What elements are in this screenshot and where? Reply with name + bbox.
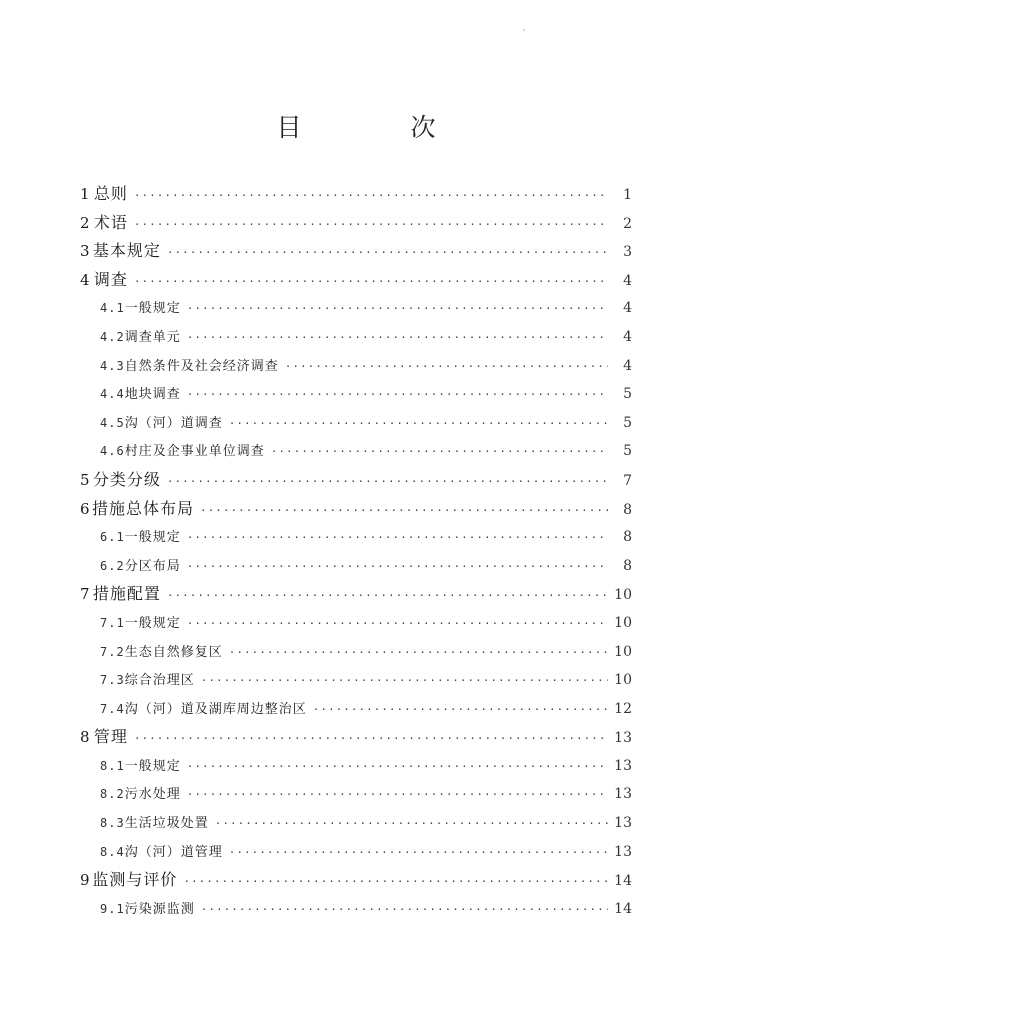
toc-entry-number: 9.1: [100, 901, 125, 916]
toc-entry-page-number: 1: [623, 187, 632, 203]
toc-entry-title: 生活垃圾处置: [124, 816, 209, 832]
toc-section-entry[interactable]: [80, 752, 632, 781]
toc-section-entry[interactable]: [80, 352, 632, 381]
scan-speck: [523, 29, 525, 31]
toc-entry-number: 7.1: [100, 615, 125, 630]
toc-entry-number: 4.6: [100, 444, 125, 459]
toc-entry-page-number: 4: [623, 300, 632, 317]
toc-entry-page-number: 14: [614, 873, 632, 890]
toc-entry-title: 一般规定: [124, 758, 181, 774]
dot-leader: [201, 667, 608, 695]
toc-section-entry[interactable]: [80, 780, 632, 809]
dot-leader: [200, 497, 608, 524]
toc-entry-number: 8.1: [100, 758, 125, 773]
toc-section-entry[interactable]: [80, 380, 632, 409]
toc-entry-title: 一般规定: [124, 615, 181, 631]
toc-entry-title: 污染源监测: [124, 901, 195, 917]
toc-chapter-entry[interactable]: [80, 237, 632, 266]
toc-section-entry[interactable]: [80, 323, 632, 352]
toc-chapter-entry[interactable]: [80, 180, 632, 209]
dot-leader: [229, 839, 608, 867]
toc-entry-page-number: 5: [623, 414, 632, 431]
toc-entry-page-number: 13: [614, 786, 632, 803]
toc-entry-number: 1: [80, 185, 90, 203]
toc-entry-page-number: 13: [614, 843, 632, 860]
toc-entry-page-number: 8: [623, 529, 632, 546]
toc-entry-page-number: 8: [623, 557, 632, 574]
toc-entry-number: 4.3: [100, 358, 125, 373]
dot-leader: [187, 553, 608, 581]
toc-entry-title: 分区布局: [124, 558, 181, 574]
toc-section-entry[interactable]: [80, 666, 632, 695]
toc-entry-title: 沟（河）道调查: [124, 415, 223, 431]
toc-section-entry[interactable]: [80, 695, 632, 724]
dot-leader: [229, 639, 608, 667]
dot-leader: [134, 725, 608, 752]
toc-entry-number: 4.2: [100, 329, 125, 344]
toc-entry-title: 污水处理: [124, 787, 181, 803]
dot-leader: [313, 696, 608, 724]
toc-entry-page-number: 8: [623, 501, 632, 518]
toc-chapter-entry[interactable]: [80, 466, 632, 495]
dot-leader: [187, 295, 608, 323]
toc-entry-number: 9: [80, 871, 90, 890]
toc-entry-page-number: 13: [614, 815, 632, 832]
toc-entry-number: 4: [80, 270, 90, 289]
toc-entry-page-number: 10: [614, 614, 632, 631]
toc-entry-number: 5: [80, 470, 90, 489]
toc-section-entry[interactable]: [80, 409, 632, 438]
toc-section-entry[interactable]: [80, 609, 632, 638]
toc-entry-number: 6: [80, 499, 90, 518]
toc-entry-number: 8: [80, 728, 90, 747]
toc-entry-title: 村庄及企事业单位调查: [124, 444, 265, 460]
toc-entry-page-number: 10: [614, 672, 632, 689]
dot-leader: [167, 468, 608, 495]
toc-chapter-entry[interactable]: [80, 580, 632, 609]
toc-chapter-entry[interactable]: [80, 266, 632, 295]
toc-entry-title: 管理: [93, 727, 128, 747]
toc-entry-number: 7.3: [100, 673, 125, 688]
dot-leader: [167, 582, 608, 609]
toc-entry-page-number: 14: [614, 900, 632, 917]
toc-entry-number: 4.4: [100, 387, 125, 402]
toc-entry-page-number: 5: [623, 443, 632, 460]
toc-entry-page-number: 10: [614, 587, 632, 604]
toc-section-entry[interactable]: [80, 552, 632, 581]
toc-entry-title: 调查: [93, 269, 128, 289]
toc-entry-title: 监测与评价: [92, 870, 178, 890]
toc-entry-title: 一般规定: [124, 301, 181, 317]
toc-entry-title: 术语: [93, 212, 128, 232]
dot-leader: [285, 353, 608, 381]
toc-section-entry[interactable]: [80, 294, 632, 323]
toc-entry-page-number: 12: [614, 700, 632, 717]
toc-entry-title: 基本规定: [92, 241, 161, 261]
toc-entry-title: 措施配置: [92, 584, 161, 604]
toc-entry-title: 自然条件及社会经济调查: [124, 358, 279, 374]
table-of-contents: [80, 180, 632, 923]
dot-leader: [187, 753, 608, 781]
toc-section-entry[interactable]: [80, 523, 632, 552]
toc-entry-number: 8.4: [100, 844, 125, 859]
toc-entry-number: 2: [80, 213, 90, 232]
toc-entry-title: 总则: [93, 184, 128, 203]
toc-entry-number: 4.1: [100, 301, 125, 316]
dot-leader: [187, 324, 608, 352]
dot-leader: [183, 868, 608, 895]
toc-chapter-entry[interactable]: [80, 209, 632, 238]
toc-entry-title: 调查单元: [124, 329, 181, 345]
toc-entry-number: 7.4: [100, 701, 125, 716]
toc-entry-title: 沟（河）道管理: [124, 844, 223, 860]
toc-entry-page-number: 10: [614, 643, 632, 660]
dot-leader: [134, 182, 608, 209]
toc-section-entry[interactable]: [80, 638, 632, 667]
toc-entry-title: 生态自然修复区: [124, 644, 223, 660]
dot-leader: [134, 268, 608, 295]
dot-leader: [201, 896, 608, 924]
toc-entry-number: 4.5: [100, 415, 125, 430]
toc-section-entry[interactable]: [80, 838, 632, 867]
dot-leader: [187, 524, 608, 552]
dot-leader: [167, 239, 608, 266]
toc-entry-page-number: 4: [623, 357, 632, 374]
toc-section-entry[interactable]: [80, 809, 632, 838]
dot-leader: [229, 410, 608, 438]
toc-chapter-entry[interactable]: [80, 495, 632, 524]
toc-entry-number: 6.2: [100, 558, 125, 573]
toc-entry-page-number: 3: [623, 244, 632, 261]
toc-entry-number: 6.1: [100, 530, 125, 545]
toc-entry-number: 8.3: [100, 816, 125, 831]
toc-entry-number: 7: [80, 585, 90, 604]
toc-entry-title: 分类分级: [92, 469, 161, 489]
dot-leader: [187, 610, 608, 638]
toc-entry-page-number: 13: [614, 757, 632, 774]
toc-entry-title: 综合治理区: [124, 673, 195, 689]
toc-chapter-entry[interactable]: [80, 723, 632, 752]
toc-entry-title: 一般规定: [124, 530, 181, 546]
toc-entry-number: 8.2: [100, 787, 125, 802]
toc-entry-page-number: 13: [614, 730, 632, 747]
toc-entry-page-number: 5: [623, 386, 632, 403]
toc-entry-title: 沟（河）道及湖库周边整治区: [124, 701, 307, 717]
toc-entry-page-number: 4: [623, 328, 632, 345]
dot-leader: [271, 438, 608, 466]
toc-section-entry[interactable]: [80, 437, 632, 466]
dot-leader: [134, 211, 608, 238]
toc-chapter-entry[interactable]: [80, 866, 632, 895]
toc-entry-page-number: 4: [623, 272, 632, 289]
toc-entry-title: 地块调查: [124, 387, 181, 403]
toc-entry-title: 措施总体布局: [91, 498, 194, 518]
toc-section-entry[interactable]: [80, 895, 632, 924]
toc-entry-number: 3: [80, 242, 90, 261]
toc-entry-page-number: 7: [623, 472, 632, 489]
dot-leader: [215, 810, 608, 838]
toc-entry-page-number: 2: [623, 215, 632, 232]
page-title: 目 次: [276, 113, 478, 142]
dot-leader: [187, 381, 608, 409]
dot-leader: [187, 781, 608, 809]
toc-entry-number: 7.2: [100, 644, 125, 659]
